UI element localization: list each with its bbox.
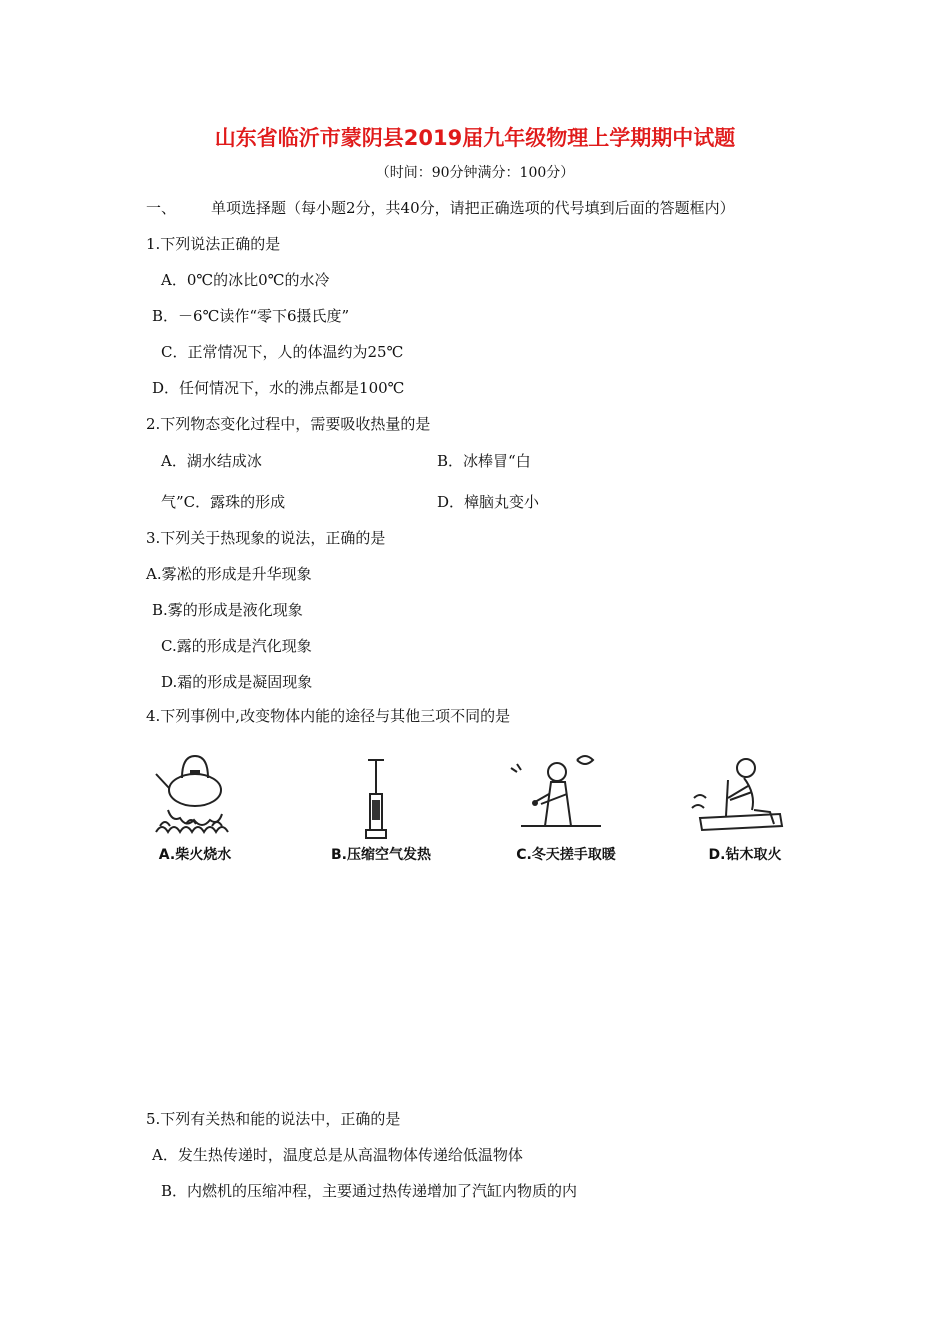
q3-option-b: B.雾的形成是液化现象 [152,601,303,619]
q1-option-c: C．正常情况下，人的体温约为25℃ [161,343,404,361]
q5-option-a: A．发生热传递时，温度总是从高温物体传递给低温物体 [152,1146,523,1164]
kettle-fire-illustration [120,748,270,844]
q3-stem: 3.下列关于热现象的说法，正确的是 [146,529,386,547]
q1-option-a: A．0℃的冰比0℃的水冷 [161,271,330,289]
figure-d-caption: D.钻木取火 [708,847,782,863]
air-compressor-illustration [306,748,456,844]
figure-a-caption: A.柴火烧水 [158,847,232,863]
section-heading: 单项选择题（每小题2分，共40分，请把正确选项的代号填到后面的答题框内） [211,199,735,217]
q4-stem: 4.下列事例中,改变物体内能的途径与其他三项不同的是 [146,707,511,725]
drilling-wood-illustration [670,748,820,844]
q2-stem: 2.下列物态变化过程中，需要吸收热量的是 [146,415,431,433]
q5-stem: 5.下列有关热和能的说法中，正确的是 [146,1110,401,1128]
figure-b [306,748,456,868]
figure-c [491,748,641,868]
exam-info: （时间：90分钟满分：100分） [375,165,575,181]
page-title: 山东省临沂市蒙阴县2019届九年级物理上学期期中试题 [214,126,736,150]
q2-option-b-c: 气”C．露珠的形成 [161,493,286,511]
figure-a [120,748,270,868]
q1-option-d: D．任何情况下，水的沸点都是100℃ [152,379,405,397]
figure-d [670,748,820,868]
q2-option-b: B．冰棒冒“白 [437,452,531,470]
q3-option-d: D.霜的形成是凝固现象 [161,673,313,691]
figure-c-caption: C.冬天搓手取暖 [516,847,616,863]
section-number: 一、 [146,199,177,217]
rubbing-hands-illustration [491,748,641,844]
q3-option-c: C.露的形成是汽化现象 [161,637,312,655]
q5-option-b: B．内燃机的压缩冲程，主要通过热传递增加了汽缸内物质的内 [161,1182,578,1200]
q1-option-b: B．－6℃读作“零下6摄氏度” [152,307,350,325]
q2-option-a: A．湖水结成冰 [161,452,262,470]
figure-b-caption: B.压缩空气发热 [331,847,431,863]
q2-option-d: D．樟脑丸变小 [437,493,540,511]
q1-stem: 1.下列说法正确的是 [146,235,281,253]
q3-option-a: A.雾凇的形成是升华现象 [146,565,312,583]
